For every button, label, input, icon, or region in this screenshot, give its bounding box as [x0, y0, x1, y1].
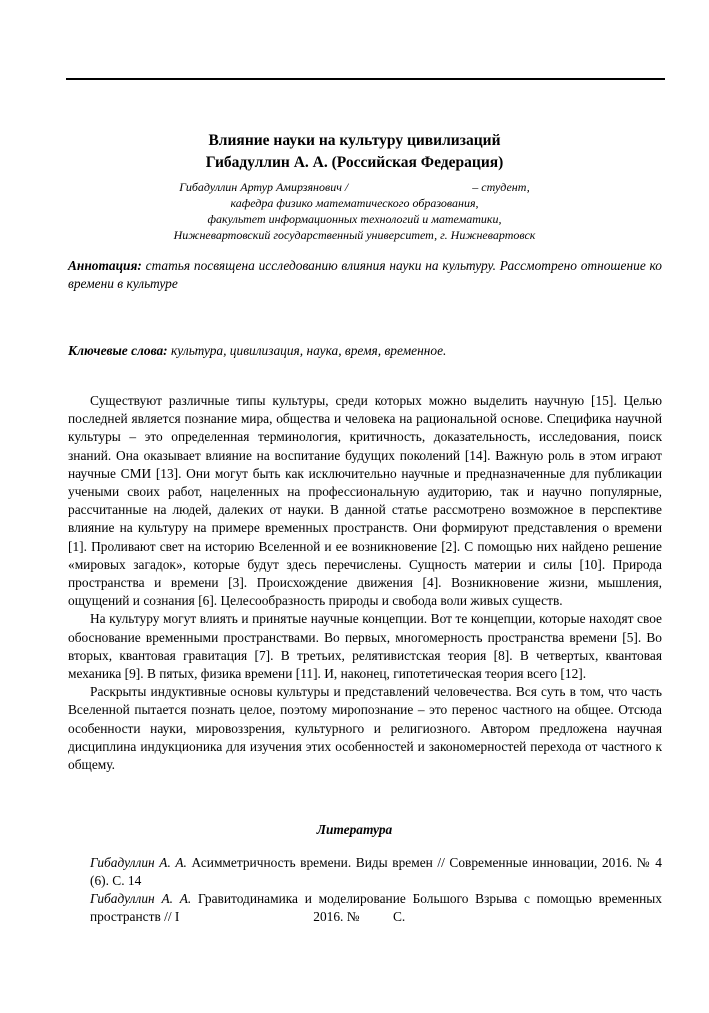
reference-2 — [90, 890, 666, 926]
article-title: Влияние науки на культуру цивилизаций — [208, 132, 501, 149]
body-paragraph-1: Существуют различные типы культуры, среди которых можно выделить научную [15]. Целью последней является познание мира, общества и человека на рациональной основе. Специфика научной культуры – это определенная терминология, критичность, доказательность, исследования, поиск знаний. Она оказывает влияние на воспитание будущих поколений [14]. Важную роль в этом играют научные СМИ [13]. Они могут быть как исключительно научные и предназначенные для публикации учеными своих работ, нацеленных на профессиональную аудиторию, так и научно популярные, рассчитанные на людей, далеких от науки. В данной статье рассмотрено возможное в перспективе влияние на культуру на примере временных пространств. Они формируют представления о времени [1]. Проливают свет на историю Вселенной и ее возникновение [2]. С помощью них найдено решение «мировых загадок», которые будут здесь перечислены. Сущность материи и силы [10]. Природа пространства и времени [3]. Происхождение движения [4]. Возникновение жизни, мышления, ощущений и сознания [6]. Целесообразность природы и свобода воли живых существ. — [68, 393, 662, 609]
author-full-name: Гибадуллин Артур Амирзянович / — [179, 180, 349, 194]
literature-heading: Литература — [316, 822, 393, 837]
abstract — [68, 257, 662, 293]
abstract-label: Аннотация: — [68, 258, 142, 273]
top-rule — [66, 78, 665, 80]
article-body — [68, 392, 662, 774]
reference-1 — [90, 854, 662, 890]
reference-2-author: Гибадуллин А. А. — [90, 891, 192, 906]
affiliation-department: кафедра физико математического образования, — [230, 196, 479, 210]
keywords-label: Ключевые слова: — [68, 343, 168, 358]
reference-1-author: Гибадуллин А. А. — [90, 855, 187, 870]
abstract-text: статья посвящена исследованию влияния науки на культуру. Рассмотрено отношение ко времени в культуре — [68, 258, 662, 292]
article-author-line: Гибадуллин А. А. (Российская Федерация) — [205, 154, 504, 171]
body-paragraph-2: На культуру могут влиять и принятые научные концепции. Вот те концепции, которые находят свое обоснование временными пространствами. Во первых, многомерность пространства времени [5]. Во вторых, квантовая гравитация [7]. В третьих, релятивистская теория [8]. В четвертых, квантовая механика [9]. В пятых, физика времени [11]. И, наконец, гипотетическая теория всего [12]. — [68, 611, 662, 682]
reference-2-text: Гравитодинамика и моделирование Большого Взрыва с помощью временных пространств // I 2016. № С. — [90, 891, 666, 925]
keywords-text: культура, цивилизация, наука, время, временное. — [171, 343, 447, 358]
reference-1-text: Асимметричность времени. Виды времен // Современные инновации, 2016. № 4 (6). С. 14 — [90, 855, 662, 889]
affiliation-university: Нижневартовский государственный университет, г. Нижневартовск — [173, 228, 536, 242]
keywords — [68, 342, 662, 360]
affiliation-faculty: факультет информационных технологий и математики, — [207, 212, 502, 226]
affiliation-name-line — [0, 179, 709, 195]
author-role: – студент, — [472, 180, 530, 194]
body-paragraph-3: Раскрыты индуктивные основы культуры и представлений человечества. Вся суть в том, что часть Вселенной пытается познать целое, поэтому миропознание – это перенос частного на общее. Отсюда особенности науки, мировоззрения, культурного и религиозного. Автором предложена научная дисциплина индукционика для изучения этих особенностей и закономерностей перехода от частного к общему. — [68, 684, 662, 773]
